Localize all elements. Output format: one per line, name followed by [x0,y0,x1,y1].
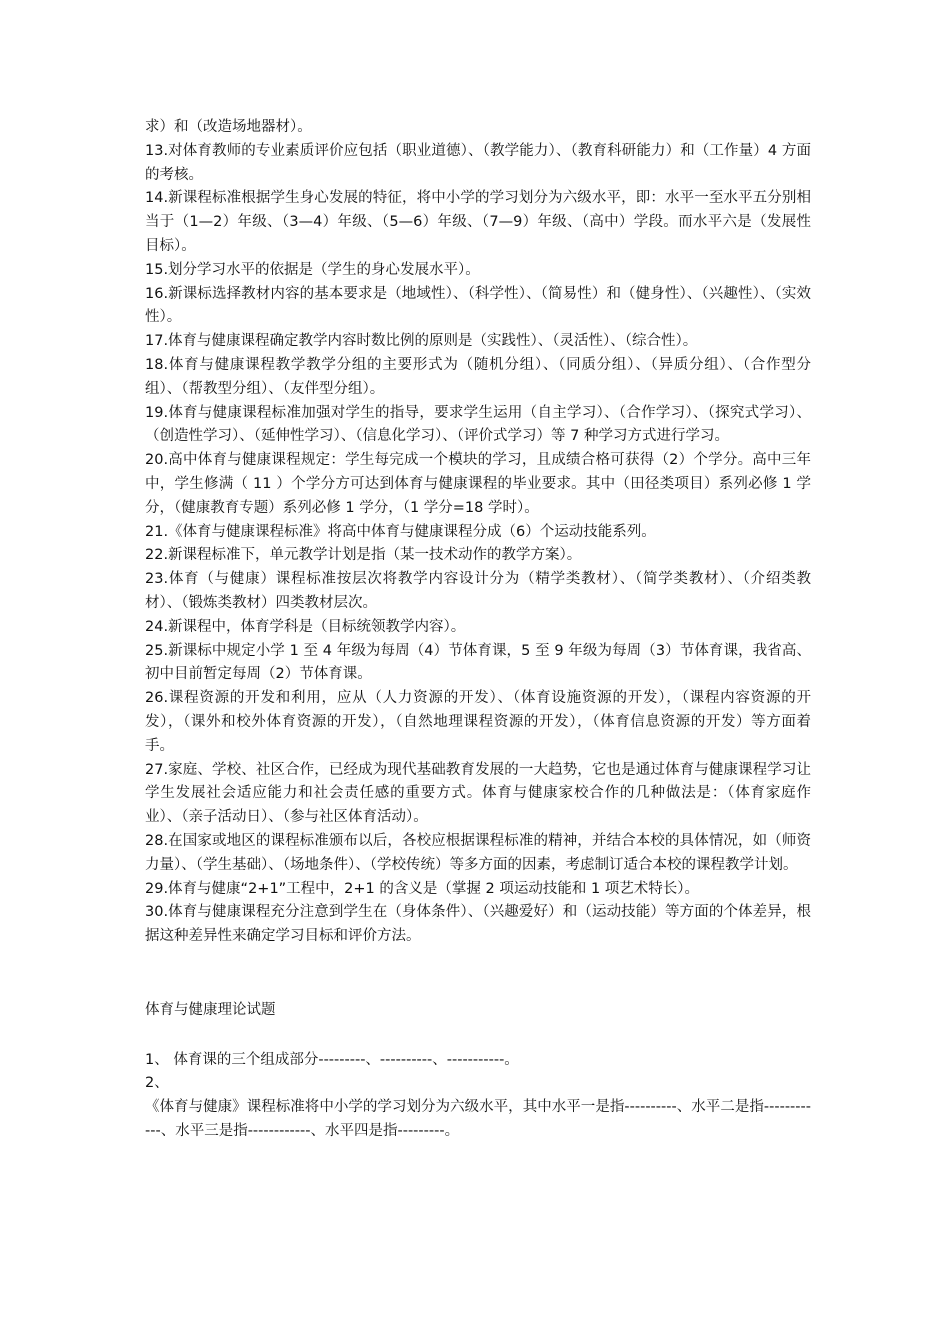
answer-item: 16.新课标选择教材内容的基本要求是（地域性）、（科学性）、（简易性）和（健身性）、（兴趣性）、（实效性）。 [145,285,811,326]
answer-item: 25.新课标中规定小学 1 至 4 年级为每周（4）节体育课，5 至 9 年级为每周（3）节体育课，我省高、初中目前暂定每周（2）节体育课。 [145,642,811,683]
answer-item: 求）和（改造场地器材）。 [145,119,312,135]
question-item: 2、 [145,1075,169,1092]
answer-item: 27.家庭、学校、社区合作，已经成为现代基础教育发展的一大趋势，它也是通过体育与健康课程学习让学生发展社会适应能力和社会责任感的重要方式。体育与健康家校合作的几种做法是：（体育家庭作业）、（亲子活动日）、（参与社区体育活动）。 [145,761,811,826]
answer-item: 26.课程资源的开发和利用，应从（人力资源的开发）、（体育设施资源的开发），（课程内容资源的开发），（课外和校外体育资源的开发），（自然地理课程资源的开发），（体育信息资源的开发）等方面着手。 [145,690,811,754]
answer-item: 13.对体育教师的专业素质评价应包括（职业道德）、（教学能力）、（教育科研能力）和（工作量）4 方面的考核。 [145,142,811,183]
answer-item: 15.划分学习水平的依据是（学生的身心发展水平）。 [145,261,480,278]
answer-item: 21.《体育与健康课程标准》将高中体育与健康课程分成（6）个运动技能系列。 [145,523,656,540]
answer-item: 24.新课程中，体育学科是（目标统领教学内容）。 [145,618,466,635]
answer-item: 18.体育与健康课程教学教学分组的主要形式为（随机分组）、（同质分组）、（异质分组）、（合作型分组）、（帮教型分组）、（友伴型分组）。 [145,356,811,397]
question-item: 《体育与健康》课程标准将中小学的学习划分为六级水平，其中水平一是指----------、水平二是指------------、水平三是指------------、水平四是指---------。 [145,1099,811,1140]
document-page [145,116,811,1144]
answer-item: 29.体育与健康“2+1”工程中，2+1 的含义是（掌握 2 项运动技能和 1 项艺术特长）。 [145,880,700,897]
section-title: 体育与健康理论试题 [145,1001,276,1018]
answer-item: 19.体育与健康课程标准加强对学生的指导，要求学生运用（自主学习）、（合作学习）、（探究式学习）、（创造性学习）、（延伸性学习）、（信息化学习）、（评价式学习）等 7 种学习方式进行学习。 [145,404,811,445]
question-list [145,1049,811,1144]
answer-item: 30.体育与健康课程充分注意到学生在（身体条件）、（兴趣爱好）和（运动技能）等方面的个体差异，根据这种差异性来确定学习目标和评价方法。 [145,904,811,945]
answer-item: 23.体育（与健康）课程标准按层次将教学内容设计分为（精学类教材）、（简学类教材）、（介绍类教材）、（锻炼类教材）四类教材层次。 [145,571,811,611]
answer-item: 17.体育与健康课程确定教学内容时数比例的原则是（实践性）、（灵活性）、（综合性）。 [145,333,698,350]
question-item: 1、 体育课的三个组成部分---------、----------、-----------。 [145,1051,519,1068]
answer-item: 28.在国家或地区的课程标准颁布以后，各校应根据课程标准的精神，并结合本校的具体情况，如（师资力量）、（学生基础）、（场地条件）、（学校传统）等多方面的因素，考虑制订适合本校的课程教学计划。 [145,832,811,873]
answer-item: 22.新课程标准下，单元教学计划是指（某一技术动作的教学方案）。 [145,547,582,564]
answer-list [145,116,811,949]
answer-item: 20.高中体育与健康课程规定：学生每完成一个模块的学习，且成绩合格可获得（2）个学分。高中三年中，学生修满（ 11 ）个学分方可达到体育与健康课程的毕业要求。其中（田径类项目）系列必修 1 学分，（健康教育专题）系列必修 1 学分，（1 学分=18 学时）。 [145,452,811,516]
answer-item: 14.新课程标准根据学生身心发展的特征，将中小学的学习划分为六级水平，即：水平一至水平五分别相当于（1—2）年级、（3—4）年级、（5—6）年级、（7—9）年级、（高中）学段。而水平六是（发展性目标）。 [145,190,811,254]
